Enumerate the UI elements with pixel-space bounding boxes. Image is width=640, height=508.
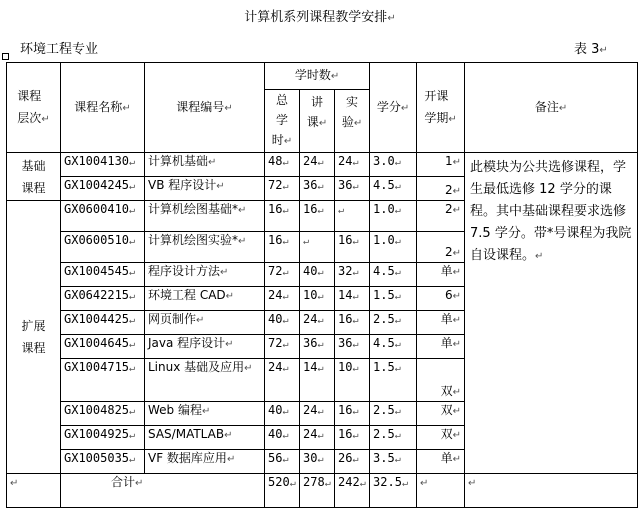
lab-hours-cell: 16↵	[335, 426, 370, 450]
course-code-cell: GX1004130↵	[61, 153, 145, 177]
course-code-cell: GX1005035↵	[61, 450, 145, 474]
total-hours-cell: 72↵	[265, 177, 300, 201]
header-lecture-hours: 讲 课↵	[300, 90, 335, 153]
total-hours-sum: 520↵	[265, 474, 300, 508]
credit-cell: 2.5↵	[370, 426, 417, 450]
lecture-hours-cell: 16↵	[300, 201, 335, 232]
total-hours-cell: 40↵	[265, 426, 300, 450]
course-code-cell: GX1004545↵	[61, 263, 145, 287]
credit-cell: 2.5↵	[370, 402, 417, 426]
credit-sum: 32.5↵	[370, 474, 417, 508]
lab-hours-cell: 16↵	[335, 311, 370, 335]
note-cell: 此模块为公共选修课程，学生最低选修 12 学分的课程。其中基础课程要求选修 7.5 学分。带*号课程为我院自设课程。↵	[465, 153, 638, 474]
course-code-cell: GX0642215↵	[61, 287, 145, 311]
total-hours-cell: 16↵	[265, 201, 300, 232]
course-name-cell: VB 程序设计↵	[145, 177, 265, 201]
course-name-cell: 计算机基础↵	[145, 153, 265, 177]
header-hours: 学时数↵	[265, 63, 370, 90]
credit-cell: 4.5↵	[370, 335, 417, 359]
course-code-cell: GX1004825↵	[61, 402, 145, 426]
course-code-cell: GX1004645↵	[61, 335, 145, 359]
lecture-hours-cell: 14↵	[300, 359, 335, 402]
lecture-hours-cell: ↵	[300, 232, 335, 263]
lab-hours-cell: 36↵	[335, 335, 370, 359]
lecture-hours-cell: 40↵	[300, 263, 335, 287]
term-cell: 2↵	[417, 177, 465, 201]
total-hours-cell: 40↵	[265, 402, 300, 426]
course-name-cell: Java 程序设计↵	[145, 335, 265, 359]
lab-hours-sum: 242↵	[335, 474, 370, 508]
lecture-hours-cell: 30↵	[300, 450, 335, 474]
credit-cell: 1.0↵	[370, 201, 417, 232]
header-course-code: 课程编号↵	[145, 63, 265, 153]
total-row	[7, 474, 638, 508]
total-hours-cell: 72↵	[265, 335, 300, 359]
credit-cell: 1.0↵	[370, 232, 417, 263]
total-hours-cell: 24↵	[265, 359, 300, 402]
total-label-cell: 合计↵	[61, 474, 265, 508]
term-cell: 单↵	[417, 450, 465, 474]
lab-hours-cell: ↵	[335, 201, 370, 232]
total-hours-cell: 24↵	[265, 287, 300, 311]
document-title: 计算机系列课程教学安排↵	[244, 10, 396, 25]
header-total-hours: 总 学 时↵	[265, 90, 300, 153]
lecture-hours-cell: 24↵	[300, 311, 335, 335]
table-number: 表 3↵	[574, 42, 608, 57]
course-name-cell: 网页制作↵	[145, 311, 265, 335]
course-schedule-table	[6, 62, 638, 508]
term-cell: 单↵	[417, 335, 465, 359]
lecture-hours-cell: 10↵	[300, 287, 335, 311]
total-term-cell: ↵	[417, 474, 465, 508]
lab-hours-cell: 26↵	[335, 450, 370, 474]
lab-hours-cell: 24↵	[335, 153, 370, 177]
course-name-cell: 计算机绘图基础*↵	[145, 201, 265, 232]
term-cell: 6↵	[417, 287, 465, 311]
header-row-1	[7, 63, 638, 90]
credit-cell: 4.5↵	[370, 263, 417, 287]
course-code-cell: GX1004715↵	[61, 359, 145, 402]
course-name-cell: SAS/MATLAB↵	[145, 426, 265, 450]
total-hours-cell: 56↵	[265, 450, 300, 474]
term-cell: 单↵	[417, 263, 465, 287]
term-cell: 1↵	[417, 153, 465, 177]
lecture-hours-cell: 36↵	[300, 335, 335, 359]
header-term: 开课 学期↵	[417, 63, 465, 153]
total-hours-cell: 40↵	[265, 311, 300, 335]
lecture-hours-cell: 24↵	[300, 402, 335, 426]
total-blank-cell: ↵	[7, 474, 61, 508]
total-hours-cell: 72↵	[265, 263, 300, 287]
course-name-cell: Web 编程↵	[145, 402, 265, 426]
course-code-cell: GX1004245↵	[61, 177, 145, 201]
lab-hours-cell: 16↵	[335, 402, 370, 426]
course-name-cell: 程序设计方法↵	[145, 263, 265, 287]
table-anchor-handle[interactable]	[2, 53, 9, 60]
credit-cell: 3.0↵	[370, 153, 417, 177]
lab-hours-cell: 16↵	[335, 232, 370, 263]
term-cell: 2↵	[417, 201, 465, 232]
header-note: 备注↵	[465, 63, 638, 153]
lecture-hours-cell: 24↵	[300, 426, 335, 450]
lecture-hours-cell: 36↵	[300, 177, 335, 201]
lecture-hours-sum: 278↵	[300, 474, 335, 508]
group-label-basic: 基础 课程	[7, 153, 61, 201]
lab-hours-cell: 10↵	[335, 359, 370, 402]
term-cell: 双↵	[417, 359, 465, 402]
lab-hours-cell: 32↵	[335, 263, 370, 287]
term-cell: 双↵	[417, 402, 465, 426]
total-hours-cell: 48↵	[265, 153, 300, 177]
credit-cell: 2.5↵	[370, 311, 417, 335]
course-name-cell: VF 数据库应用↵	[145, 450, 265, 474]
lecture-hours-cell: 24↵	[300, 153, 335, 177]
header-lab-hours: 实 验↵	[335, 90, 370, 153]
credit-cell: 4.5↵	[370, 177, 417, 201]
table-row	[7, 153, 638, 177]
course-code-cell: GX1004425↵	[61, 311, 145, 335]
group-label-extended: 扩展 课程	[7, 201, 61, 474]
term-cell: 双↵	[417, 426, 465, 450]
total-note-cell: ↵	[465, 474, 638, 508]
credit-cell: 1.5↵	[370, 359, 417, 402]
term-cell: 单↵	[417, 311, 465, 335]
term-cell: 2↵	[417, 232, 465, 263]
course-name-cell: Linux 基础及应用↵	[145, 359, 265, 402]
course-code-cell: GX0600510↵	[61, 232, 145, 263]
major-label: 环境工程专业	[20, 42, 99, 57]
header-credit: 学分↵	[370, 63, 417, 153]
course-name-cell: 计算机绘图实验*↵	[145, 232, 265, 263]
header-course-name: 课程名称↵	[61, 63, 145, 153]
credit-cell: 3.5↵	[370, 450, 417, 474]
lab-hours-cell: 14↵	[335, 287, 370, 311]
course-code-cell: GX1004925↵	[61, 426, 145, 450]
lab-hours-cell: 36↵	[335, 177, 370, 201]
course-code-cell: GX0600410↵	[61, 201, 145, 232]
credit-cell: 1.5↵	[370, 287, 417, 311]
course-name-cell: 环境工程 CAD↵	[145, 287, 265, 311]
total-hours-cell: 16↵	[265, 232, 300, 263]
header-level: 课程 层次↵	[7, 63, 61, 153]
